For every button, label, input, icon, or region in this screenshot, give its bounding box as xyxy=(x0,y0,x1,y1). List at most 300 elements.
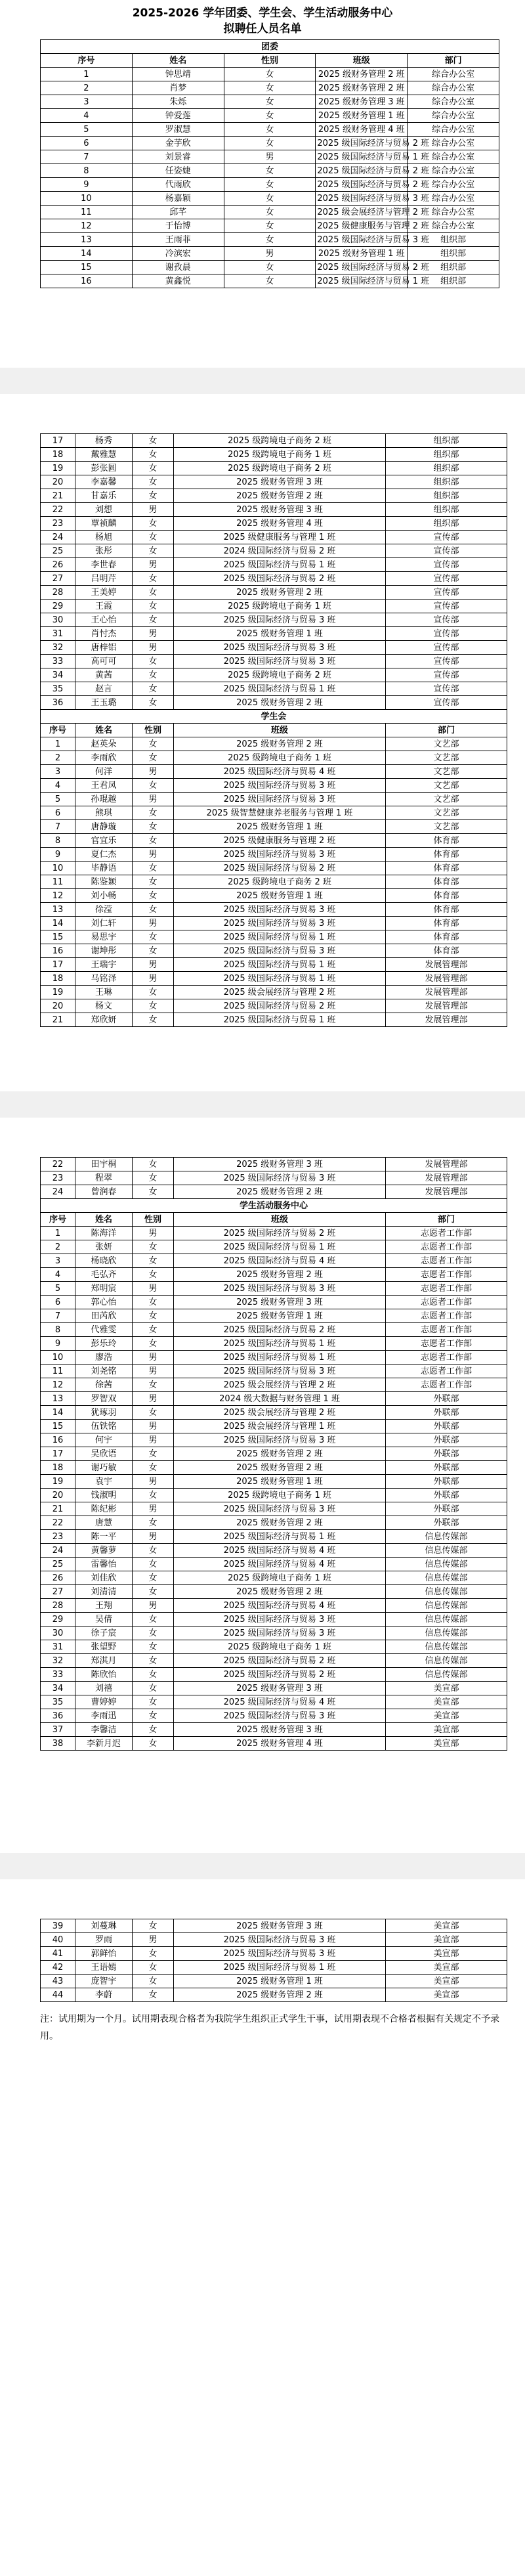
cell-index: 6 xyxy=(41,1296,75,1309)
cell-class: 2025 级国际经济与贸易 1 班 xyxy=(174,1961,386,1975)
cell-name: 钟思靖 xyxy=(132,68,224,81)
cell-index: 9 xyxy=(41,178,133,192)
cell-name: 罗雨 xyxy=(75,1933,133,1947)
cell-name: 杨旭 xyxy=(75,531,133,544)
cell-class: 2025 级国际经济与贸易 3 班 xyxy=(174,1626,386,1640)
cell-gender: 女 xyxy=(133,572,174,586)
table-row xyxy=(41,986,507,999)
cell-index: 29 xyxy=(41,1613,75,1626)
cell-name: 李雨欣 xyxy=(75,751,133,765)
table-row xyxy=(41,1640,507,1654)
cell-class: 2025 级财务管理 1 班 xyxy=(174,820,386,834)
cell-department: 志愿者工作部 xyxy=(386,1364,507,1378)
cell-department: 体育部 xyxy=(386,862,507,875)
cell-index: 26 xyxy=(41,558,75,572)
cell-index: 38 xyxy=(41,1737,75,1751)
cell-department: 外联部 xyxy=(386,1475,507,1489)
cell-name: 刘清清 xyxy=(75,1585,133,1599)
cell-department: 信息传媒部 xyxy=(386,1613,507,1626)
cell-department: 发展管理部 xyxy=(386,1171,507,1185)
cell-gender: 女 xyxy=(133,1613,174,1626)
table-row xyxy=(41,793,507,806)
cell-gender: 女 xyxy=(133,875,174,889)
cell-name: 罗淑慧 xyxy=(132,123,224,137)
cell-class: 2025 级国际经济与贸易 3 班 xyxy=(174,848,386,862)
cell-department: 发展管理部 xyxy=(386,1013,507,1027)
cell-index: 17 xyxy=(41,434,75,448)
cell-department: 综合办公室 xyxy=(408,206,499,219)
cell-class: 2025 级国际经济与贸易 3 班 xyxy=(174,1502,386,1516)
document-subtitle: 拟聘任人员名单 xyxy=(223,22,302,35)
cell-name: 熊琪 xyxy=(75,806,133,820)
rows xyxy=(41,68,499,288)
cell-department: 信息传媒部 xyxy=(386,1640,507,1654)
cell-department: 综合办公室 xyxy=(408,178,499,192)
cell-class: 2025 级财务管理 2 班 xyxy=(174,737,386,751)
cell-class: 2025 级国际经济与贸易 1 班 xyxy=(174,558,386,572)
cell-index: 23 xyxy=(41,1530,75,1544)
cell-name: 王琳 xyxy=(75,986,133,999)
cell-gender: 女 xyxy=(133,1013,174,1027)
cell-gender: 男 xyxy=(133,917,174,930)
cell-index: 27 xyxy=(41,1585,75,1599)
cell-department: 体育部 xyxy=(386,834,507,848)
cell-gender: 男 xyxy=(133,1502,174,1516)
cell-gender: 女 xyxy=(133,448,174,462)
cell-department: 信息传媒部 xyxy=(386,1585,507,1599)
document-title: 2025-2026 学年团委、学生会、学生活动服务中心 xyxy=(132,7,393,20)
cell-class: 2025 级财务管理 2 班 xyxy=(174,489,386,503)
cell-department: 宣传部 xyxy=(386,641,507,655)
table-row xyxy=(41,1502,507,1516)
footnote: 注：试用期为一个月。试用期表现合格者为我院学生组织正式学生干事，试用期表现不合格者根据有关规定不予录用。 xyxy=(40,2014,499,2041)
table-row xyxy=(41,137,499,150)
cell-name: 王瑞宇 xyxy=(75,958,133,972)
table-row xyxy=(41,862,507,875)
cell-gender: 女 xyxy=(133,1406,174,1420)
table-row xyxy=(41,1530,507,1544)
cell-name: 杨文 xyxy=(75,999,133,1013)
cell-gender: 女 xyxy=(133,600,174,613)
cell-name: 邱芊 xyxy=(132,206,224,219)
cell-index: 7 xyxy=(41,820,75,834)
cell-index: 31 xyxy=(41,1640,75,1654)
table-row xyxy=(41,1268,507,1282)
table-row xyxy=(41,848,507,862)
cell-class: 2025 级国际经济与贸易 1 班 xyxy=(174,958,386,972)
cell-index: 5 xyxy=(41,123,133,137)
cell-class: 2025 级国际经济与贸易 3 班 xyxy=(174,1364,386,1378)
cell-index: 35 xyxy=(41,1695,75,1709)
cell-class: 2025 级国际经济与贸易 3 班 xyxy=(174,793,386,806)
cell-name: 陈海洋 xyxy=(75,1227,133,1240)
cell-class: 2025 级会展经济与管理 1 班 xyxy=(174,1420,386,1433)
cell-class: 2025 级会展经济与管理 2 班 xyxy=(174,1406,386,1420)
cell-index: 1 xyxy=(41,1227,75,1240)
table-row xyxy=(41,1406,507,1420)
cell-name: 王语嫣 xyxy=(75,1961,133,1975)
table-row xyxy=(41,903,507,917)
cell-name: 毛弘齐 xyxy=(75,1268,133,1282)
cell-gender: 女 xyxy=(133,462,174,475)
cell-class: 2025 级财务管理 1 班 xyxy=(174,1475,386,1489)
cell-index: 4 xyxy=(41,779,75,793)
rows xyxy=(41,1227,507,1751)
cell-index: 30 xyxy=(41,1626,75,1640)
header-class: 班级 xyxy=(174,724,386,737)
table-row xyxy=(41,917,507,930)
cell-name: 刘景睿 xyxy=(132,150,224,164)
cell-class: 2025 级跨境电子商务 1 班 xyxy=(174,448,386,462)
cell-name: 刘尧铭 xyxy=(75,1364,133,1378)
cell-index: 8 xyxy=(41,834,75,848)
cell-department: 志愿者工作部 xyxy=(386,1309,507,1323)
table-row xyxy=(41,1420,507,1433)
cell-class: 2025 级国际经济与贸易 3 班 xyxy=(174,779,386,793)
cell-index: 24 xyxy=(41,1544,75,1558)
cell-class: 2025 级国际经济与贸易 1 班 xyxy=(316,150,408,164)
cell-department: 组织部 xyxy=(386,462,507,475)
table-row xyxy=(41,737,507,751)
cell-gender: 女 xyxy=(133,889,174,903)
cell-gender: 男 xyxy=(133,958,174,972)
cell-index: 17 xyxy=(41,958,75,972)
cell-gender: 女 xyxy=(133,1323,174,1337)
table-row xyxy=(41,192,499,206)
cell-class: 2025 级国际经济与贸易 4 班 xyxy=(174,1558,386,1571)
cell-name: 徐滢 xyxy=(75,903,133,917)
cell-name: 李雨迅 xyxy=(75,1709,133,1723)
cell-gender: 男 xyxy=(133,1420,174,1433)
cell-index: 25 xyxy=(41,1558,75,1571)
cell-department: 文艺部 xyxy=(386,751,507,765)
cell-class: 2025 级财务管理 2 班 xyxy=(316,68,408,81)
table-row xyxy=(41,1599,507,1613)
cell-class: 2025 级跨境电子商务 2 班 xyxy=(174,434,386,448)
header-name: 姓名 xyxy=(75,724,133,737)
cell-gender: 女 xyxy=(224,137,316,150)
header-department: 部门 xyxy=(408,54,499,68)
table-row xyxy=(41,1613,507,1626)
cell-name: 谢巧敏 xyxy=(75,1461,133,1475)
header-index: 序号 xyxy=(41,724,75,737)
table-page-4 xyxy=(40,1919,507,2002)
table-row xyxy=(41,1933,507,1947)
table-row xyxy=(41,1351,507,1364)
cell-class: 2025 级国际经济与贸易 3 班 xyxy=(174,1433,386,1447)
cell-name: 王君凤 xyxy=(75,779,133,793)
section-fuwuzhongxin xyxy=(41,1199,507,1227)
cell-department: 发展管理部 xyxy=(386,958,507,972)
cell-department: 信息传媒部 xyxy=(386,1668,507,1682)
rows xyxy=(41,1919,507,2002)
table-row xyxy=(41,1737,507,1751)
cell-index: 41 xyxy=(41,1947,75,1961)
cell-index: 21 xyxy=(41,489,75,503)
cell-index: 37 xyxy=(41,1723,75,1737)
cell-name: 刘小畅 xyxy=(75,889,133,903)
cell-class: 2025 级财务管理 2 班 xyxy=(174,1516,386,1530)
cell-index: 21 xyxy=(41,1013,75,1027)
cell-name: 何宇 xyxy=(75,1433,133,1447)
cell-name: 夏仁杰 xyxy=(75,848,133,862)
cell-class: 2025 级国际经济与贸易 4 班 xyxy=(174,765,386,779)
cell-index: 22 xyxy=(41,1158,75,1171)
cell-gender: 女 xyxy=(224,233,316,247)
table-row xyxy=(41,958,507,972)
table-row xyxy=(41,1337,507,1351)
cell-name: 唐梓铝 xyxy=(75,641,133,655)
cell-class: 2025 级国际经济与贸易 3 班 xyxy=(174,1947,386,1961)
cell-department: 宣传部 xyxy=(386,627,507,641)
table-row xyxy=(41,834,507,848)
table-row xyxy=(41,1558,507,1571)
cell-index: 5 xyxy=(41,1282,75,1296)
cell-gender: 女 xyxy=(133,751,174,765)
cell-index: 40 xyxy=(41,1933,75,1947)
cell-department: 文艺部 xyxy=(386,779,507,793)
cell-index: 19 xyxy=(41,462,75,475)
header-gender: 性别 xyxy=(133,724,174,737)
cell-department: 文艺部 xyxy=(386,820,507,834)
cell-department: 美宣部 xyxy=(386,1988,507,2002)
cell-index: 13 xyxy=(41,1392,75,1406)
cell-department: 综合办公室 xyxy=(408,219,499,233)
cell-name: 田宇桐 xyxy=(75,1158,133,1171)
cell-class: 2025 级财务管理 3 班 xyxy=(174,475,386,489)
document-title-block xyxy=(0,5,525,37)
cell-class: 2025 级国际经济与贸易 2 班 xyxy=(174,1323,386,1337)
cell-gender: 女 xyxy=(133,1461,174,1475)
cell-name: 郭鲜怡 xyxy=(75,1947,133,1961)
table-row xyxy=(41,889,507,903)
cell-department: 组织部 xyxy=(408,261,499,274)
table-row xyxy=(41,1695,507,1709)
cell-name: 张望野 xyxy=(75,1640,133,1654)
cell-department: 宣传部 xyxy=(386,613,507,627)
cell-gender: 男 xyxy=(133,972,174,986)
cell-gender: 女 xyxy=(133,544,174,558)
cell-name: 王霞 xyxy=(75,600,133,613)
cell-class: 2025 级国际经济与贸易 3 班 xyxy=(174,641,386,655)
table-row xyxy=(41,503,507,517)
table-row xyxy=(41,1947,507,1961)
cell-class: 2025 级国际经济与贸易 3 班 xyxy=(316,192,408,206)
cell-name: 杨嘉颖 xyxy=(132,192,224,206)
cell-department: 外联部 xyxy=(386,1420,507,1433)
cell-index: 36 xyxy=(41,696,75,710)
table-row xyxy=(41,1654,507,1668)
cell-class: 2025 级国际经济与贸易 3 班 xyxy=(174,1282,386,1296)
cell-class: 2025 级财务管理 3 班 xyxy=(174,1723,386,1737)
cell-name: 朱烁 xyxy=(132,95,224,109)
header-gender: 性别 xyxy=(224,54,316,68)
cell-gender: 女 xyxy=(133,1709,174,1723)
cell-name: 吕明芹 xyxy=(75,572,133,586)
table-row xyxy=(41,475,507,489)
cell-gender: 女 xyxy=(133,1378,174,1392)
cell-class: 2025 级国际经济与贸易 4 班 xyxy=(174,1695,386,1709)
cell-gender: 男 xyxy=(133,1392,174,1406)
cell-gender: 女 xyxy=(133,834,174,848)
cell-index: 14 xyxy=(41,1406,75,1420)
table-row xyxy=(41,150,499,164)
cell-index: 34 xyxy=(41,1682,75,1695)
cell-gender: 男 xyxy=(133,1282,174,1296)
table-row xyxy=(41,806,507,820)
cell-index: 12 xyxy=(41,889,75,903)
table-row xyxy=(41,1626,507,1640)
cell-class: 2025 级财务管理 1 班 xyxy=(316,247,408,261)
cell-gender: 女 xyxy=(133,1268,174,1282)
table-row xyxy=(41,1296,507,1309)
cell-gender: 女 xyxy=(133,1723,174,1737)
cell-department: 志愿者工作部 xyxy=(386,1323,507,1337)
cell-gender: 女 xyxy=(133,1961,174,1975)
cell-department: 美宣部 xyxy=(386,1961,507,1975)
cell-gender: 女 xyxy=(224,261,316,274)
table-row xyxy=(41,233,499,247)
cell-gender: 男 xyxy=(133,1599,174,1613)
cell-department: 体育部 xyxy=(386,944,507,958)
cell-department: 综合办公室 xyxy=(408,164,499,178)
cell-index: 16 xyxy=(41,274,133,288)
table-row xyxy=(41,1571,507,1585)
table-row xyxy=(41,178,499,192)
cell-class: 2025 级跨境电子商务 2 班 xyxy=(174,462,386,475)
cell-name: 郑淇月 xyxy=(75,1654,133,1668)
table-row xyxy=(41,1668,507,1682)
cell-department: 发展管理部 xyxy=(386,986,507,999)
cell-index: 7 xyxy=(41,150,133,164)
cell-class: 2025 级财务管理 4 班 xyxy=(174,1737,386,1751)
cell-class: 2025 级财务管理 3 班 xyxy=(174,1682,386,1695)
cell-name: 黄茜 xyxy=(75,668,133,682)
section-tuanwei xyxy=(41,40,499,68)
cell-name: 代雅雯 xyxy=(75,1323,133,1337)
table-row xyxy=(41,109,499,123)
cell-class: 2025 级财务管理 1 班 xyxy=(174,1975,386,1988)
cell-department: 信息传媒部 xyxy=(386,1571,507,1585)
cell-name: 陈欣怡 xyxy=(75,1668,133,1682)
cell-name: 雷馨怡 xyxy=(75,1558,133,1571)
cell-department: 美宣部 xyxy=(386,1933,507,1947)
cell-gender: 女 xyxy=(133,1254,174,1268)
cell-class: 2025 级健康服务与管理 2 班 xyxy=(316,219,408,233)
cell-department: 宣传部 xyxy=(386,586,507,600)
cell-department: 美宣部 xyxy=(386,1737,507,1751)
cell-index: 27 xyxy=(41,572,75,586)
page-1 xyxy=(0,0,525,368)
table-row xyxy=(41,1013,507,1027)
cell-name: 戴雅慧 xyxy=(75,448,133,462)
table-row xyxy=(41,1461,507,1475)
cell-index: 5 xyxy=(41,793,75,806)
cell-class: 2025 级财务管理 2 班 xyxy=(174,1585,386,1599)
header-department: 部门 xyxy=(386,724,507,737)
cell-name: 代雨欣 xyxy=(132,178,224,192)
cell-class: 2025 级跨境电子商务 1 班 xyxy=(174,600,386,613)
cell-class: 2025 级财务管理 2 班 xyxy=(316,81,408,95)
cell-gender: 女 xyxy=(224,95,316,109)
cell-class: 2025 级财务管理 1 班 xyxy=(174,889,386,903)
cell-index: 16 xyxy=(41,944,75,958)
cell-department: 外联部 xyxy=(386,1516,507,1530)
cell-class: 2025 级国际经济与贸易 2 班 xyxy=(174,1227,386,1240)
cell-class: 2025 级健康服务与管理 1 班 xyxy=(174,531,386,544)
table-row xyxy=(41,81,499,95)
cell-index: 28 xyxy=(41,586,75,600)
cell-gender: 男 xyxy=(133,848,174,862)
table-row xyxy=(41,572,507,586)
cell-department: 组织部 xyxy=(408,247,499,261)
cell-class: 2025 级财务管理 1 班 xyxy=(174,627,386,641)
cell-department: 宣传部 xyxy=(386,655,507,668)
section-title-tuanwei: 团委 xyxy=(41,40,499,54)
cell-index: 30 xyxy=(41,613,75,627)
table-row xyxy=(41,517,507,531)
header-department: 部门 xyxy=(386,1213,507,1227)
cell-index: 23 xyxy=(41,1171,75,1185)
table-row xyxy=(41,544,507,558)
cell-class: 2025 级财务管理 3 班 xyxy=(174,1296,386,1309)
cell-department: 组织部 xyxy=(386,503,507,517)
cell-gender: 女 xyxy=(133,862,174,875)
cell-gender: 女 xyxy=(133,489,174,503)
table-row xyxy=(41,1227,507,1240)
cell-gender: 女 xyxy=(133,1558,174,1571)
table-row xyxy=(41,1516,507,1530)
cell-name: 陈一平 xyxy=(75,1530,133,1544)
cell-department: 组织部 xyxy=(408,274,499,288)
cell-class: 2025 级国际经济与贸易 3 班 xyxy=(174,1613,386,1626)
table-row xyxy=(41,531,507,544)
cell-name: 刘蔓琳 xyxy=(75,1919,133,1933)
section-title-xueshenghui: 学生会 xyxy=(41,710,507,724)
cell-class: 2025 级国际经济与贸易 1 班 xyxy=(174,1013,386,1027)
cell-name: 田芮欣 xyxy=(75,1309,133,1323)
table-row xyxy=(41,1433,507,1447)
cell-name: 吴欣语 xyxy=(75,1447,133,1461)
section-xueshenghui xyxy=(41,710,507,737)
cell-name: 王心怡 xyxy=(75,613,133,627)
cell-department: 美宣部 xyxy=(386,1919,507,1933)
cell-class: 2025 级国际经济与贸易 1 班 xyxy=(174,972,386,986)
cell-index: 24 xyxy=(41,1185,75,1199)
cell-name: 袁宇 xyxy=(75,1475,133,1489)
table-row xyxy=(41,68,499,81)
cell-name: 易思宇 xyxy=(75,930,133,944)
cell-name: 李蔚 xyxy=(75,1988,133,2002)
header-gender: 性别 xyxy=(133,1213,174,1227)
cell-index: 28 xyxy=(41,1599,75,1613)
table-page-1 xyxy=(40,39,499,288)
cell-name: 谢坤彤 xyxy=(75,944,133,958)
cell-department: 志愿者工作部 xyxy=(386,1296,507,1309)
cell-name: 于怡博 xyxy=(132,219,224,233)
table-row xyxy=(41,434,507,448)
cell-class: 2025 级国际经济与贸易 3 班 xyxy=(174,917,386,930)
cell-name: 杨晓欣 xyxy=(75,1254,133,1268)
cell-name: 钟爱莲 xyxy=(132,109,224,123)
cell-class: 2025 级财务管理 4 班 xyxy=(174,517,386,531)
cell-class: 2025 级财务管理 1 班 xyxy=(316,109,408,123)
cell-index: 26 xyxy=(41,1571,75,1585)
table-row xyxy=(41,999,507,1013)
cell-department: 宣传部 xyxy=(386,544,507,558)
cell-department: 信息传媒部 xyxy=(386,1558,507,1571)
cell-department: 信息传媒部 xyxy=(386,1530,507,1544)
